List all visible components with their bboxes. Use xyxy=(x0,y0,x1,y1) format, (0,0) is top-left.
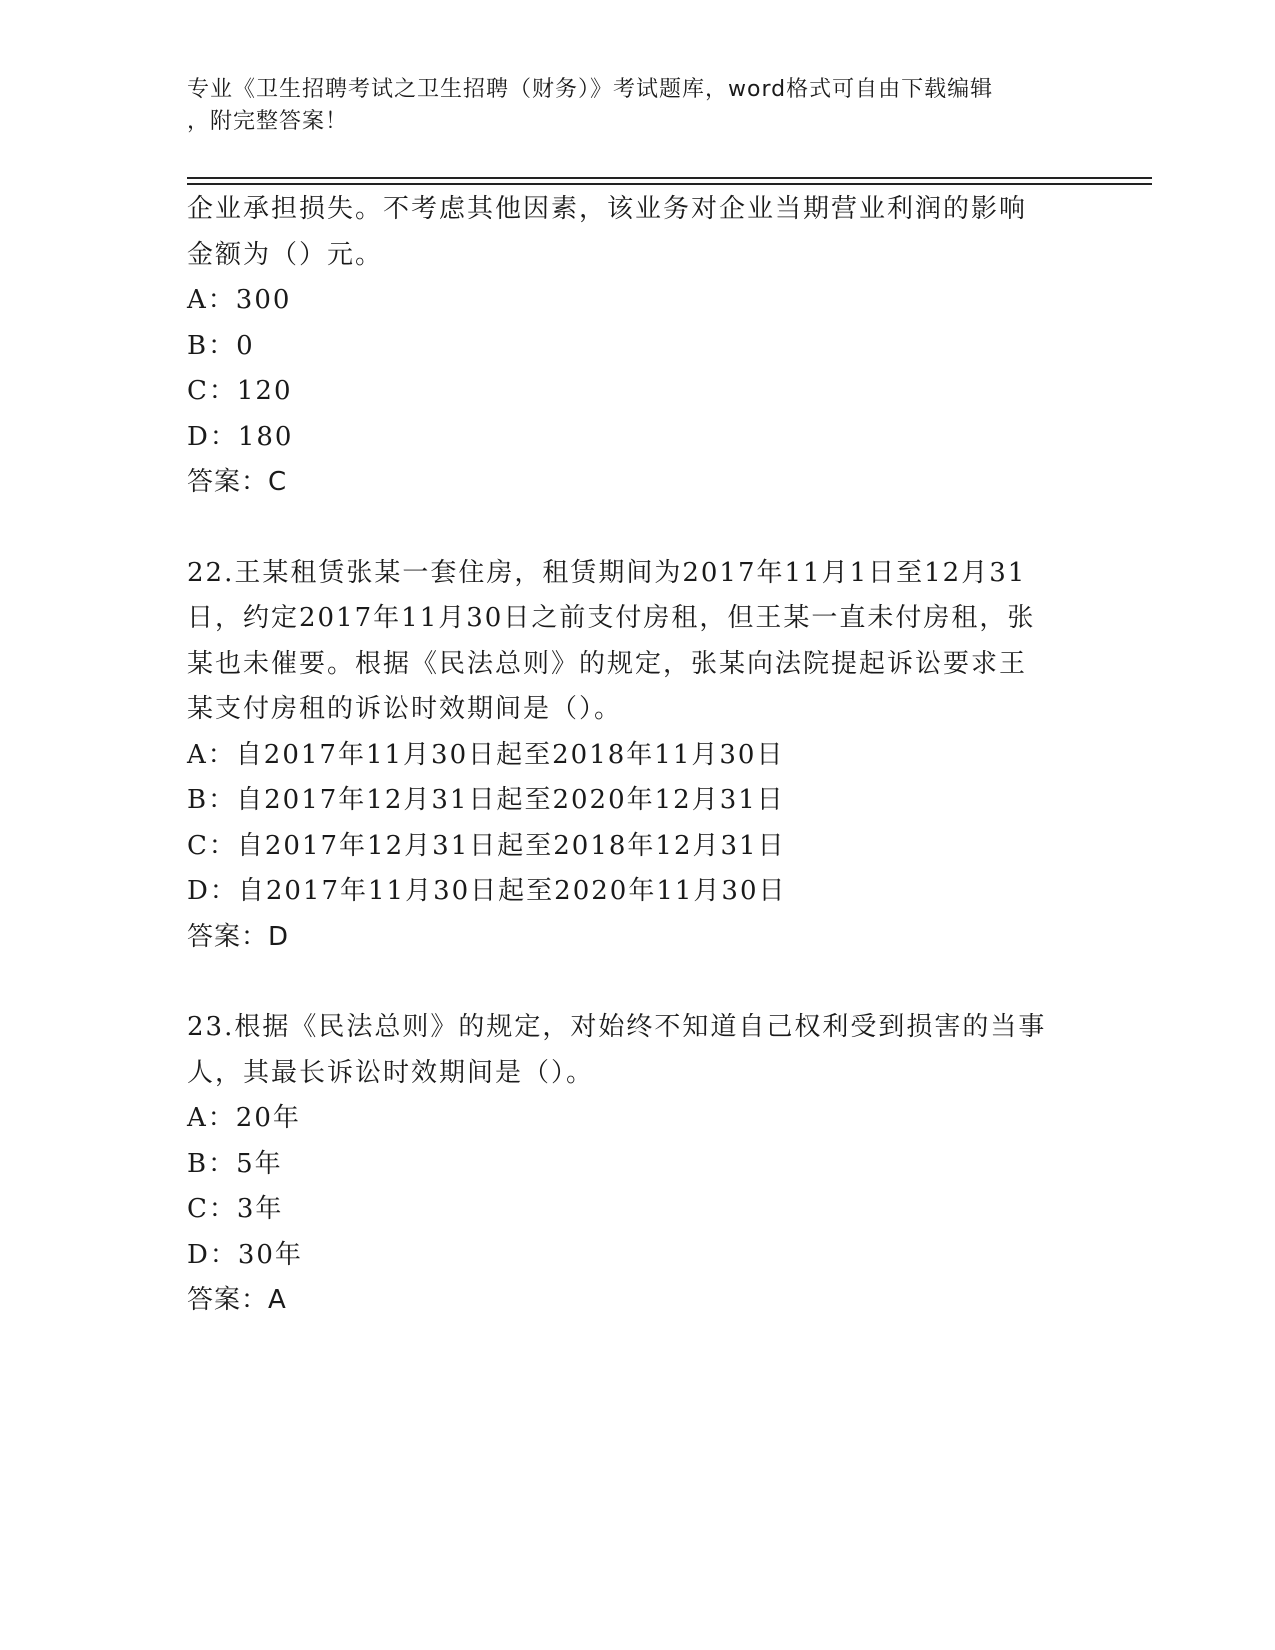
header-line-2: ，附完整答案！ xyxy=(187,109,349,134)
question-stem-line: 人，其最长诉讼时效期间是（）。 xyxy=(187,1057,595,1088)
header-line-1: 专业《卫生招聘考试之卫生招聘（财务）》考试题库，word格式可自由下载编辑 xyxy=(187,77,994,102)
question-stem-line: 日，约定2017年11月30日之前支付房租，但王某一直未付房租，张 xyxy=(187,603,1036,633)
option-a: A：自2017年11月30日起至2018年11月30日 xyxy=(187,739,785,770)
option-a: A：300 xyxy=(187,285,292,315)
option-c: C：3年 xyxy=(187,1194,284,1224)
question-stem-line: 企业承担损失。不考虑其他因素，该业务对企业当期营业利润的影响 xyxy=(187,194,1028,224)
header-rule-top xyxy=(187,177,1152,179)
question-stem-line: 23.根据《民法总则》的规定，对始终不知道自己权利受到损害的当事 xyxy=(187,1012,1047,1042)
option-b: B：5年 xyxy=(187,1148,283,1179)
header-rule-bottom xyxy=(187,183,1152,185)
question-23 xyxy=(187,1005,1067,1324)
question-stem-line: 22.王某租赁张某一套住房，租赁期间为2017年11月1日至12月31 xyxy=(187,557,1027,588)
option-d: D：30年 xyxy=(187,1239,303,1270)
question-stem-line: 某也未催要。根据《民法总则》的规定，张某向法院提起诉讼要求王 xyxy=(187,648,1028,679)
option-b: B：0 xyxy=(187,330,255,361)
option-c: C：120 xyxy=(187,376,293,406)
option-a: A：20年 xyxy=(187,1103,301,1133)
question-stem-line: 某支付房租的诉讼时效期间是（）。 xyxy=(187,694,623,724)
document-header xyxy=(187,74,1067,138)
option-c: C：自2017年12月31日起至2018年12月31日 xyxy=(187,830,786,861)
answer-label: 答案：C xyxy=(187,467,288,497)
option-d: D：自2017年11月30日起至2020年11月30日 xyxy=(187,876,787,906)
question-content xyxy=(187,187,1067,1324)
question-21 xyxy=(187,187,1067,506)
answer-label: 答案：A xyxy=(187,1285,287,1315)
option-b: B：自2017年12月31日起至2020年12月31日 xyxy=(187,785,785,815)
option-d: D：180 xyxy=(187,421,294,452)
question-stem-line: 金额为（）元。 xyxy=(187,239,384,270)
answer-label: 答案：D xyxy=(187,921,290,952)
question-22 xyxy=(187,551,1067,961)
